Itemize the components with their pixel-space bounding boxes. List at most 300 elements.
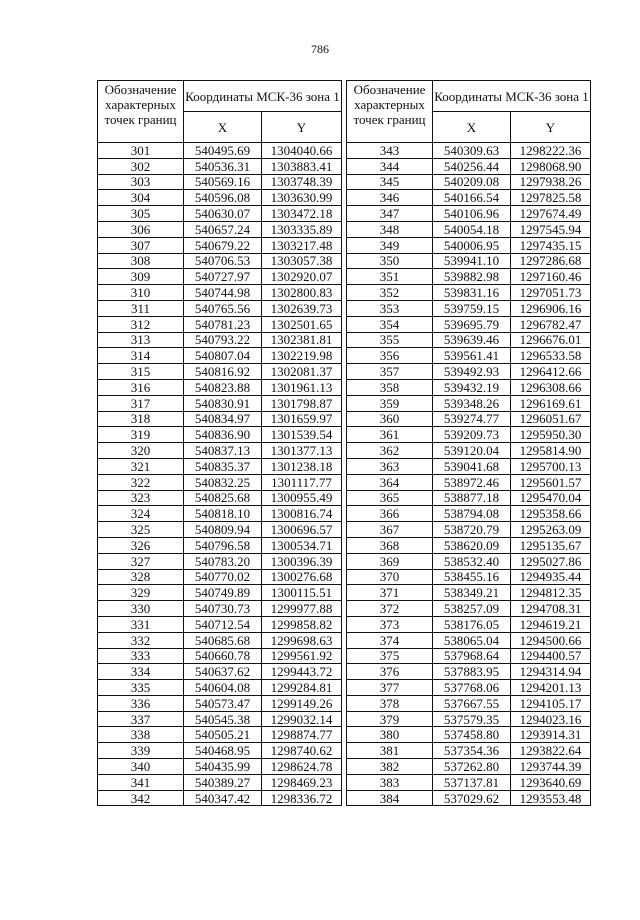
table-row [347,221,591,237]
x-cell: 540679.22 [184,237,262,253]
point-cell: 381 [347,743,433,759]
point-cell: 307 [98,237,184,253]
point-cell: 379 [347,711,433,727]
point-cell: 343 [347,143,433,159]
point-cell: 364 [347,474,433,490]
y-cell: 1301659.97 [262,411,342,427]
x-cell: 538794.08 [433,506,511,522]
table-row [98,759,342,775]
y-cell: 1297286.68 [511,253,591,269]
table-row [347,759,591,775]
x-cell: 540054.18 [433,221,511,237]
y-cell: 1300534.71 [262,537,342,553]
point-cell: 365 [347,490,433,506]
point-cell: 323 [98,490,184,506]
point-cell: 337 [98,711,184,727]
table-row [98,790,342,806]
y-cell: 1298740.62 [262,743,342,759]
x-cell: 540749.89 [184,585,262,601]
table-row [347,458,591,474]
point-cell: 340 [98,759,184,775]
table-row [347,237,591,253]
y-cell: 1300396.39 [262,553,342,569]
point-cell: 311 [98,300,184,316]
y-cell: 1294500.66 [511,632,591,648]
x-cell: 537137.81 [433,774,511,790]
point-cell: 303 [98,174,184,190]
table-row [347,348,591,364]
point-cell: 320 [98,443,184,459]
point-cell: 312 [98,316,184,332]
table-row [98,695,342,711]
y-cell: 1294105.17 [511,695,591,711]
point-cell: 357 [347,364,433,380]
table-row [98,727,342,743]
y-cell: 1302381.81 [262,332,342,348]
x-cell: 540807.04 [184,348,262,364]
point-cell: 339 [98,743,184,759]
y-cell: 1304040.66 [262,143,342,159]
point-cell: 325 [98,522,184,538]
y-cell: 1295263.09 [511,522,591,538]
point-cell: 351 [347,269,433,285]
y-cell: 1298624.78 [262,759,342,775]
table-row [347,585,591,601]
point-cell: 359 [347,395,433,411]
x-cell: 537667.55 [433,695,511,711]
y-cell: 1297938.26 [511,174,591,190]
y-cell: 1294023.16 [511,711,591,727]
y-cell: 1294812.35 [511,585,591,601]
table-row [98,648,342,664]
coordinates-header: Координаты МСК-36 зона 1 [433,81,591,112]
point-cell: 327 [98,553,184,569]
x-cell: 540569.16 [184,174,262,190]
table-row [347,664,591,680]
table-row [98,443,342,459]
table-row [347,143,591,159]
x-cell: 540006.95 [433,237,511,253]
table-row [347,743,591,759]
point-cell: 317 [98,395,184,411]
table-row [98,253,342,269]
y-cell: 1293640.69 [511,774,591,790]
y-cell: 1302800.83 [262,285,342,301]
x-cell: 539120.04 [433,443,511,459]
point-cell: 333 [98,648,184,664]
x-column-header: X [184,112,262,143]
table-row [98,506,342,522]
table-row [347,601,591,617]
point-cell: 363 [347,458,433,474]
table-row [347,206,591,222]
point-cell: 313 [98,332,184,348]
point-cell: 341 [98,774,184,790]
point-cell: 380 [347,727,433,743]
table-row [347,253,591,269]
x-cell: 540468.95 [184,743,262,759]
x-cell: 540837.13 [184,443,262,459]
table-row [98,585,342,601]
point-cell: 375 [347,648,433,664]
y-cell: 1297825.58 [511,190,591,206]
coordinates-table-left [97,80,342,806]
x-cell: 538532.40 [433,553,511,569]
x-cell: 540536.31 [184,158,262,174]
point-cell: 342 [98,790,184,806]
y-cell: 1302920.07 [262,269,342,285]
x-cell: 540796.58 [184,537,262,553]
point-cell: 371 [347,585,433,601]
y-cell: 1303472.18 [262,206,342,222]
y-cell: 1295135.67 [511,537,591,553]
y-cell: 1294708.31 [511,601,591,617]
point-cell: 360 [347,411,433,427]
table-row [347,443,591,459]
table-row [98,411,342,427]
point-cell: 322 [98,474,184,490]
table-row [347,316,591,332]
point-cell: 377 [347,680,433,696]
y-cell: 1296308.66 [511,379,591,395]
x-cell: 538620.09 [433,537,511,553]
y-cell: 1300276.68 [262,569,342,585]
table-row [98,190,342,206]
table-row [98,395,342,411]
point-cell: 319 [98,427,184,443]
y-cell: 1296169.61 [511,395,591,411]
point-cell: 353 [347,300,433,316]
y-cell: 1300955.49 [262,490,342,506]
table-row [98,553,342,569]
x-cell: 537029.62 [433,790,511,806]
table-row [347,522,591,538]
x-cell: 540727.97 [184,269,262,285]
point-cell: 376 [347,664,433,680]
table-row [347,174,591,190]
y-cell: 1296051.67 [511,411,591,427]
y-cell: 1298336.72 [262,790,342,806]
table-row [98,237,342,253]
point-cell: 346 [347,190,433,206]
x-cell: 539274.77 [433,411,511,427]
table-row [98,285,342,301]
y-cell: 1294201.13 [511,680,591,696]
x-cell: 537262.80 [433,759,511,775]
table-row [347,300,591,316]
x-cell: 537579.35 [433,711,511,727]
coordinates-table-right [346,80,591,806]
table-row [347,269,591,285]
table-row [347,569,591,585]
point-cell: 367 [347,522,433,538]
y-cell: 1298222.36 [511,143,591,159]
table-row [347,711,591,727]
y-cell: 1300816.74 [262,506,342,522]
x-cell: 540389.27 [184,774,262,790]
y-cell: 1296782.47 [511,316,591,332]
x-cell: 540744.98 [184,285,262,301]
y-cell: 1297545.94 [511,221,591,237]
point-cell: 350 [347,253,433,269]
table-row [347,190,591,206]
x-cell: 540347.42 [184,790,262,806]
x-cell: 540685.68 [184,632,262,648]
table-row [347,774,591,790]
x-cell: 540630.07 [184,206,262,222]
x-cell: 539639.46 [433,332,511,348]
x-cell: 540495.69 [184,143,262,159]
point-cell: 338 [98,727,184,743]
x-cell: 540818.10 [184,506,262,522]
point-cell: 344 [347,158,433,174]
table-row [347,395,591,411]
y-cell: 1303630.99 [262,190,342,206]
x-cell: 537883.95 [433,664,511,680]
point-cell: 354 [347,316,433,332]
table-row [347,490,591,506]
table-row [347,411,591,427]
table-row [98,616,342,632]
x-cell: 540604.08 [184,680,262,696]
x-cell: 540596.08 [184,190,262,206]
y-cell: 1299032.14 [262,711,342,727]
table-row [98,569,342,585]
y-cell: 1295950.30 [511,427,591,443]
x-cell: 540816.92 [184,364,262,380]
x-cell: 538720.79 [433,522,511,538]
point-cell: 315 [98,364,184,380]
table-row [347,680,591,696]
point-cell: 302 [98,158,184,174]
coordinates-table-left-body [98,143,342,806]
y-cell: 1293822.64 [511,743,591,759]
table-row [98,427,342,443]
designation-header: Обозначение характерных точек границ [347,81,433,143]
y-cell: 1293744.39 [511,759,591,775]
point-cell: 334 [98,664,184,680]
x-cell: 537354.36 [433,743,511,759]
point-cell: 374 [347,632,433,648]
x-cell: 539882.98 [433,269,511,285]
y-cell: 1300696.57 [262,522,342,538]
x-cell: 538349.21 [433,585,511,601]
x-column-header: X [433,112,511,143]
x-cell: 538877.18 [433,490,511,506]
y-cell: 1298469.23 [262,774,342,790]
y-cell: 1300115.51 [262,585,342,601]
y-cell: 1303057.38 [262,253,342,269]
x-cell: 537458.80 [433,727,511,743]
y-cell: 1297674.49 [511,206,591,222]
point-cell: 305 [98,206,184,222]
x-cell: 538065.04 [433,632,511,648]
point-cell: 383 [347,774,433,790]
table-row [347,364,591,380]
coordinates-header: Координаты МСК-36 зона 1 [184,81,342,112]
y-cell: 1302639.73 [262,300,342,316]
table-row [347,553,591,569]
table-row [347,695,591,711]
y-cell: 1295814.90 [511,443,591,459]
x-cell: 540793.22 [184,332,262,348]
x-cell: 539492.93 [433,364,511,380]
y-cell: 1294935.44 [511,569,591,585]
table-row [347,474,591,490]
point-cell: 347 [347,206,433,222]
point-cell: 321 [98,458,184,474]
table-row [98,522,342,538]
y-cell: 1301798.87 [262,395,342,411]
y-cell: 1301961.13 [262,379,342,395]
y-cell: 1301539.54 [262,427,342,443]
point-cell: 349 [347,237,433,253]
y-cell: 1293914.31 [511,727,591,743]
point-cell: 335 [98,680,184,696]
x-cell: 540209.08 [433,174,511,190]
x-cell: 540825.68 [184,490,262,506]
y-cell: 1299858.82 [262,616,342,632]
x-cell: 540809.94 [184,522,262,538]
point-cell: 370 [347,569,433,585]
y-cell: 1301117.77 [262,474,342,490]
table-row [347,632,591,648]
table-row [98,680,342,696]
point-cell: 326 [98,537,184,553]
table-row [98,174,342,190]
x-cell: 540106.96 [433,206,511,222]
y-cell: 1295358.66 [511,506,591,522]
table-row [347,537,591,553]
y-cell: 1303217.48 [262,237,342,253]
table-row [98,474,342,490]
x-cell: 540660.78 [184,648,262,664]
point-cell: 332 [98,632,184,648]
y-cell: 1297051.73 [511,285,591,301]
coordinates-tables [97,80,591,806]
point-cell: 382 [347,759,433,775]
x-cell: 539209.73 [433,427,511,443]
table-row [347,379,591,395]
x-cell: 539041.68 [433,458,511,474]
point-cell: 316 [98,379,184,395]
point-cell: 345 [347,174,433,190]
y-cell: 1299443.72 [262,664,342,680]
point-cell: 358 [347,379,433,395]
point-cell: 336 [98,695,184,711]
point-cell: 384 [347,790,433,806]
y-cell: 1299561.92 [262,648,342,664]
point-cell: 309 [98,269,184,285]
point-cell: 352 [347,285,433,301]
x-cell: 540712.54 [184,616,262,632]
x-cell: 540836.90 [184,427,262,443]
x-cell: 540835.37 [184,458,262,474]
y-cell: 1295470.04 [511,490,591,506]
y-cell: 1296412.66 [511,364,591,380]
y-cell: 1294619.21 [511,616,591,632]
point-cell: 331 [98,616,184,632]
y-cell: 1299698.63 [262,632,342,648]
y-cell: 1293553.48 [511,790,591,806]
y-cell: 1295700.13 [511,458,591,474]
y-cell: 1302501.65 [262,316,342,332]
point-cell: 308 [98,253,184,269]
point-cell: 301 [98,143,184,159]
table-row [98,143,342,159]
point-cell: 306 [98,221,184,237]
y-cell: 1295601.57 [511,474,591,490]
table-row [347,506,591,522]
table-row [347,727,591,743]
table-row [98,221,342,237]
x-cell: 539941.10 [433,253,511,269]
y-cell: 1302219.98 [262,348,342,364]
x-cell: 540834.97 [184,411,262,427]
x-cell: 539348.26 [433,395,511,411]
table-row [98,458,342,474]
page-number: 786 [311,42,329,56]
y-cell: 1297160.46 [511,269,591,285]
table-row [98,316,342,332]
y-cell: 1294400.57 [511,648,591,664]
table-row [98,332,342,348]
table-row [98,743,342,759]
y-cell: 1298068.90 [511,158,591,174]
point-cell: 362 [347,443,433,459]
x-cell: 538972.46 [433,474,511,490]
point-cell: 310 [98,285,184,301]
x-cell: 540545.38 [184,711,262,727]
y-cell: 1296906.16 [511,300,591,316]
x-cell: 540830.91 [184,395,262,411]
table-row [98,774,342,790]
y-column-header: Y [262,112,342,143]
x-cell: 537768.06 [433,680,511,696]
y-cell: 1299284.81 [262,680,342,696]
table-row [98,348,342,364]
table-row [98,537,342,553]
point-cell: 356 [347,348,433,364]
point-cell: 372 [347,601,433,617]
x-cell: 540573.47 [184,695,262,711]
point-cell: 368 [347,537,433,553]
x-cell: 538176.05 [433,616,511,632]
y-cell: 1302081.37 [262,364,342,380]
x-cell: 540823.88 [184,379,262,395]
y-cell: 1295027.86 [511,553,591,569]
y-cell: 1296533.58 [511,348,591,364]
point-cell: 318 [98,411,184,427]
table-row [347,332,591,348]
x-cell: 540770.02 [184,569,262,585]
table-row [347,616,591,632]
point-cell: 378 [347,695,433,711]
table-row [98,269,342,285]
y-cell: 1296676.01 [511,332,591,348]
x-cell: 540256.44 [433,158,511,174]
table-row [98,300,342,316]
table-row [98,711,342,727]
table-row [98,664,342,680]
point-cell: 304 [98,190,184,206]
x-cell: 539759.15 [433,300,511,316]
y-cell: 1301377.13 [262,443,342,459]
x-cell: 539695.79 [433,316,511,332]
y-cell: 1297435.15 [511,237,591,253]
y-cell: 1299149.26 [262,695,342,711]
x-cell: 539831.16 [433,285,511,301]
